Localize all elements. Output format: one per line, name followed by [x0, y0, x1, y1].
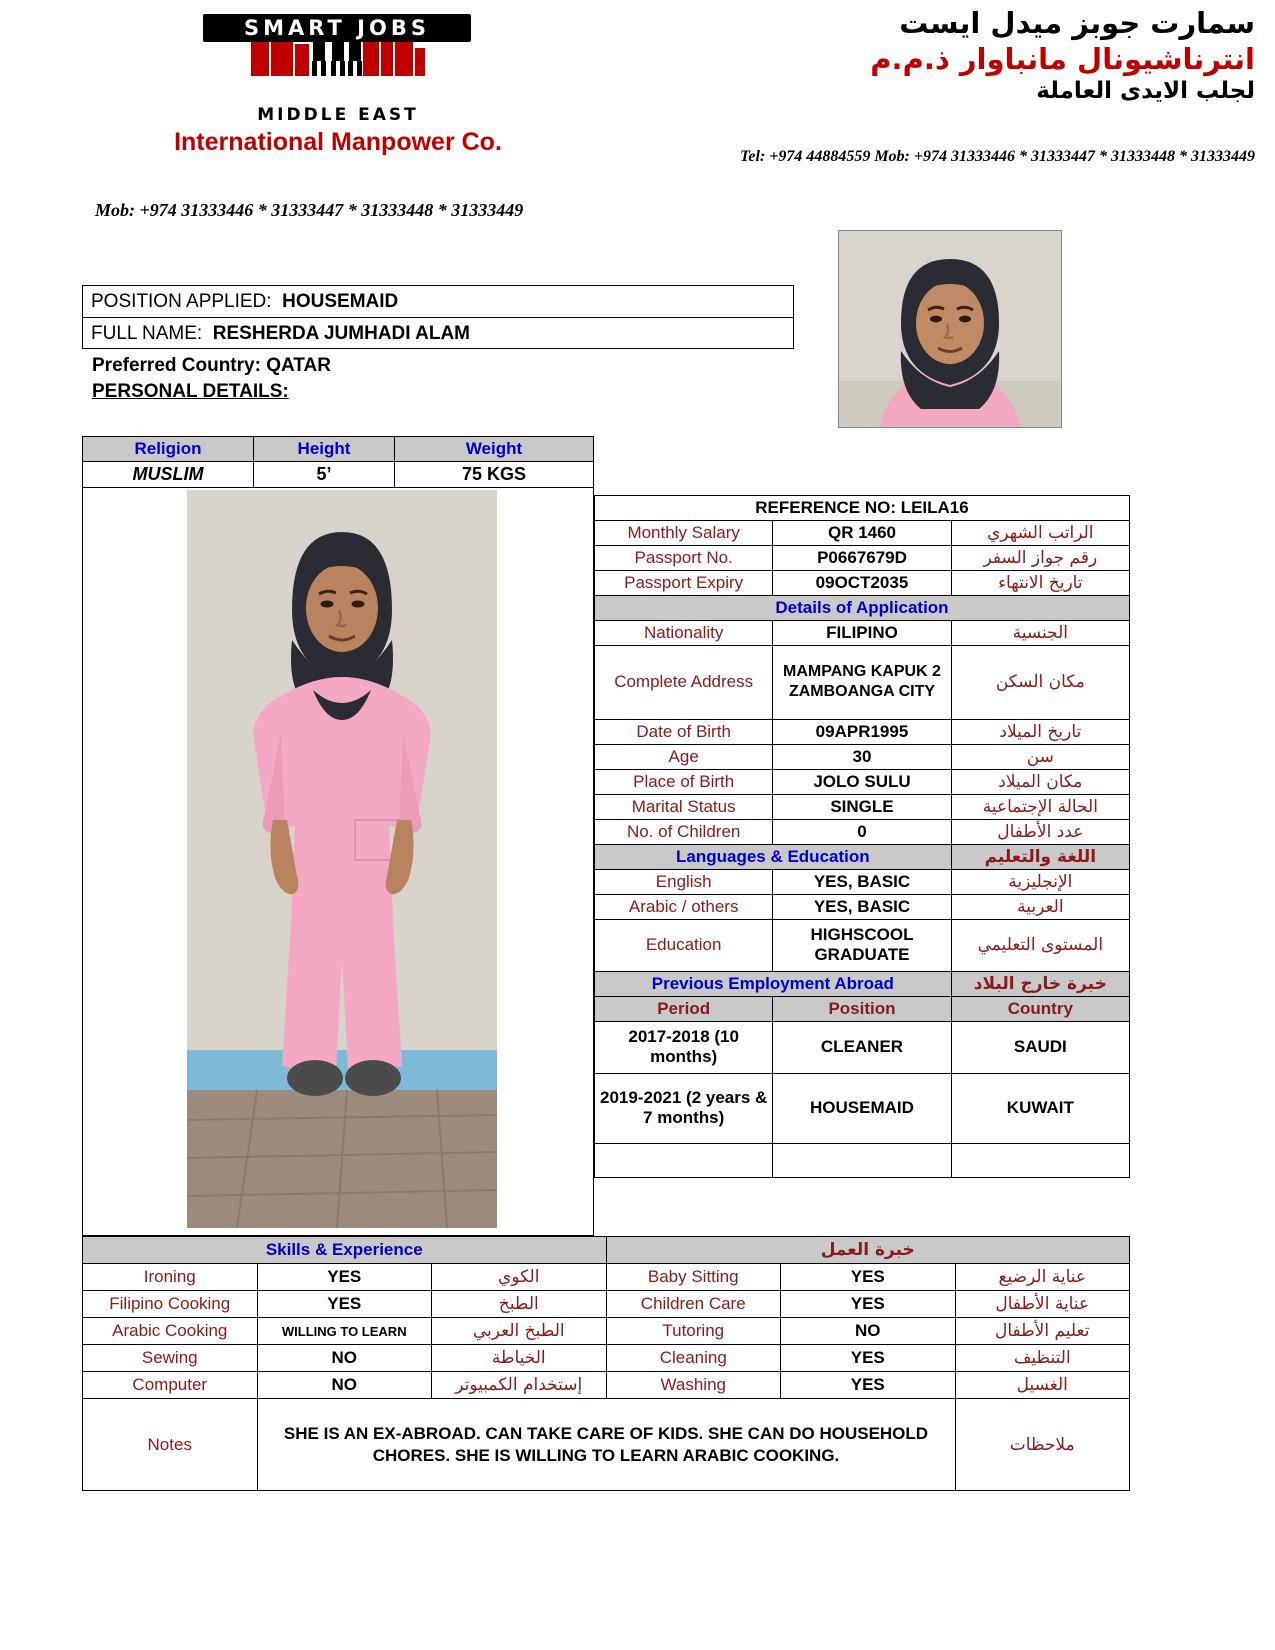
dob-row	[595, 719, 1130, 744]
employment-row-1	[595, 1021, 1130, 1073]
skills-table	[82, 1236, 1130, 1491]
skill-arabic-washing: الغسيل	[955, 1372, 1130, 1399]
arabic-arabic: العربية	[951, 894, 1129, 919]
monthly-salary-value: QR 1460	[773, 520, 951, 545]
skill-arabic-cleaning: التنظيف	[955, 1345, 1130, 1372]
previous-section-row	[595, 971, 1130, 996]
skill-row-sewing	[83, 1345, 1130, 1372]
logo-skyline-icon	[203, 14, 473, 104]
employment-row-2	[595, 1073, 1130, 1143]
right-column	[594, 436, 1130, 1236]
details-table	[594, 495, 1130, 1178]
passport-expiry-label: Passport Expiry	[595, 570, 773, 595]
passport-no-value: P0667679D	[773, 545, 951, 570]
contact-telephone-line: Tel: +974 44884559 Mob: +974 31333446 * 31333447 * 31333448 * 31333449	[740, 148, 1255, 165]
height-header: Height	[254, 437, 395, 462]
reference-row	[595, 495, 1130, 520]
arabic-company-line2: انترناشيونال مانباوار ذ.م.م	[870, 42, 1255, 76]
nationality-row	[595, 620, 1130, 645]
arabic-letterhead	[595, 6, 1255, 104]
notes-text: SHE IS AN EX-ABROAD. CAN TAKE CARE OF KIDS. SHE CAN DO HOUSEHOLD CHORES. SHE IS WILLING TO LEARN ARABIC COOKING.	[257, 1399, 955, 1491]
notes-arabic: ملاحظات	[955, 1399, 1130, 1491]
skill-value-computer: NO	[257, 1372, 432, 1399]
skill-value-sewing: NO	[257, 1345, 432, 1372]
preferred-country: Preferred Country: QATAR	[92, 355, 331, 376]
skill-arabic-computer: إستخدام الكمبيوتر	[432, 1372, 607, 1399]
bio-value-row	[83, 462, 594, 488]
place-of-birth-value: JOLO SULU	[773, 769, 951, 794]
education-arabic: المستوى التعليمي	[951, 919, 1129, 971]
employment-row-3	[595, 1143, 1130, 1177]
reference-number: REFERENCE NO: LEILA16	[595, 495, 1130, 520]
marital-status-row	[595, 794, 1130, 819]
languages-section-arabic: اللغة والتعليم	[951, 844, 1129, 869]
age-value: 30	[773, 744, 951, 769]
arabic-value: YES, BASIC	[773, 894, 951, 919]
employment-position-3	[773, 1143, 951, 1177]
skill-value-babysitting: YES	[781, 1264, 956, 1291]
passport-no-row	[595, 545, 1130, 570]
skill-arabic-tutoring: تعليم الأطفال	[955, 1318, 1130, 1345]
skill-label-washing: Washing	[606, 1372, 781, 1399]
arabic-company-line1: سمارت جوبز ميدل ايست	[899, 6, 1255, 40]
monthly-salary-label: Monthly Salary	[595, 520, 773, 545]
dob-label: Date of Birth	[595, 719, 773, 744]
logo-smart-jobs: SMART JOBS	[244, 16, 430, 40]
skill-row-ironing	[83, 1264, 1130, 1291]
skill-arabic-ironing: الكوي	[432, 1264, 607, 1291]
weight-header: Weight	[395, 437, 594, 462]
children-value: 0	[773, 819, 951, 844]
marital-status-arabic: الحالة الإجتماعية	[951, 794, 1129, 819]
skill-label-tutoring: Tutoring	[606, 1318, 781, 1345]
skill-value-tutoring: NO	[781, 1318, 956, 1345]
skill-value-arabic-cooking: WILLING TO LEARN	[257, 1318, 432, 1345]
logo-company-name: International Manpower Co.	[174, 128, 502, 156]
skill-label-children-care: Children Care	[606, 1291, 781, 1318]
age-label: Age	[595, 744, 773, 769]
employment-country-3	[951, 1143, 1129, 1177]
country-header: Country	[951, 996, 1129, 1021]
skill-arabic-babysitting: عناية الرضيع	[955, 1264, 1130, 1291]
address-row	[595, 645, 1130, 719]
letterhead	[0, 0, 1275, 180]
skill-label-ironing: Ironing	[83, 1264, 258, 1291]
employment-period-3	[595, 1143, 773, 1177]
notes-label: Notes	[83, 1399, 258, 1491]
full-name-row	[82, 317, 794, 349]
skill-arabic-children-care: عناية الأطفال	[955, 1291, 1130, 1318]
full-body-photo-cell	[83, 488, 594, 1236]
height-value: 5’	[254, 462, 395, 488]
skill-arabic-sewing: الخياطة	[432, 1345, 607, 1372]
skill-label-cleaning: Cleaning	[606, 1345, 781, 1372]
skill-arabic-arabic-cooking: الطبخ العربي	[432, 1318, 607, 1345]
logo-middle-east: MIDDLE EAST	[257, 105, 419, 125]
full-body-photo-row	[83, 488, 594, 1236]
previous-section-title: Previous Employment Abroad	[595, 971, 952, 996]
skill-value-ironing: YES	[257, 1264, 432, 1291]
monthly-salary-arabic: الراتب الشهري	[951, 520, 1129, 545]
skill-label-arabic-cooking: Arabic Cooking	[83, 1318, 258, 1345]
address-arabic: مكان السكن	[951, 645, 1129, 719]
children-label: No. of Children	[595, 819, 773, 844]
arabic-label: Arabic / others	[595, 894, 773, 919]
skill-label-babysitting: Baby Sitting	[606, 1264, 781, 1291]
full-body-photo	[87, 490, 589, 1233]
period-header: Period	[595, 996, 773, 1021]
skill-label-computer: Computer	[83, 1372, 258, 1399]
company-logo	[148, 12, 528, 157]
nationality-label: Nationality	[595, 620, 773, 645]
logo-name-bar	[203, 14, 471, 42]
marital-status-value: SINGLE	[773, 794, 951, 819]
bio-table	[82, 436, 594, 1236]
skill-value-filipino-cooking: YES	[257, 1291, 432, 1318]
passport-expiry-value: 09OCT2035	[773, 570, 951, 595]
skill-value-cleaning: YES	[781, 1345, 956, 1372]
employment-period-1: 2017-2018 (10 months)	[595, 1021, 773, 1073]
education-label: Education	[595, 919, 773, 971]
passport-no-label: Passport No.	[595, 545, 773, 570]
religion-value: MUSLIM	[83, 462, 254, 488]
personal-details-heading: PERSONAL DETAILS:	[92, 381, 289, 402]
applicant-portrait-photo	[838, 230, 1062, 428]
dob-arabic: تاريخ الميلاد	[951, 719, 1129, 744]
passport-expiry-arabic: تاريخ الانتهاء	[951, 570, 1129, 595]
position-applied-row	[82, 285, 794, 317]
skill-value-children-care: YES	[781, 1291, 956, 1318]
application-header-box	[82, 285, 794, 349]
application-section-row	[595, 595, 1130, 620]
skills-section-title: Skills & Experience	[83, 1237, 607, 1264]
skill-arabic-filipino-cooking: الطبخ	[432, 1291, 607, 1318]
place-of-birth-label: Place of Birth	[595, 769, 773, 794]
profile-table	[82, 436, 1130, 1236]
skill-value-washing: YES	[781, 1372, 956, 1399]
passport-no-arabic: رقم جواز السفر	[951, 545, 1129, 570]
skill-label-sewing: Sewing	[83, 1345, 258, 1372]
employment-header-row	[595, 996, 1130, 1021]
address-label: Complete Address	[595, 645, 773, 719]
skill-row-computer	[83, 1372, 1130, 1399]
position-applied-value: HOUSEMAID	[282, 291, 399, 312]
employment-period-2: 2019-2021 (2 years & 7 months)	[595, 1073, 773, 1143]
religion-header: Religion	[83, 437, 254, 462]
previous-section-arabic: خبرة خارج البلاد	[951, 971, 1129, 996]
left-column	[82, 436, 594, 1236]
skill-row-arabic-cooking	[83, 1318, 1130, 1345]
english-arabic: الإنجليزية	[951, 869, 1129, 894]
portrait-illustration	[839, 231, 1061, 427]
place-of-birth-row	[595, 769, 1130, 794]
english-row	[595, 869, 1130, 894]
arabic-company-line3: لجلب الايدى العاملة	[1036, 78, 1255, 104]
weight-value: 75 KGS	[395, 462, 594, 488]
english-value: YES, BASIC	[773, 869, 951, 894]
education-row	[595, 919, 1130, 971]
skills-section-arabic: خبرة العمل	[606, 1237, 1130, 1264]
position-header: Position	[773, 996, 951, 1021]
skills-section-row	[83, 1237, 1130, 1264]
marital-status-label: Marital Status	[595, 794, 773, 819]
arabic-row	[595, 894, 1130, 919]
application-section-title: Details of Application	[595, 595, 1130, 620]
passport-expiry-row	[595, 570, 1130, 595]
address-value: MAMPANG KAPUK 2 ZAMBOANGA CITY	[773, 645, 951, 719]
skill-row-filipino-cooking	[83, 1291, 1130, 1318]
employment-position-2: HOUSEMAID	[773, 1073, 951, 1143]
full-name-label: FULL NAME:	[91, 323, 203, 344]
languages-section-title: Languages & Education	[595, 844, 952, 869]
children-arabic: عدد الأطفال	[951, 819, 1129, 844]
main-content	[82, 436, 1130, 1491]
age-arabic: سن	[951, 744, 1129, 769]
education-value: HIGHSCOOL GRADUATE	[773, 919, 951, 971]
children-row	[595, 819, 1130, 844]
dob-value: 09APR1995	[773, 719, 951, 744]
nationality-arabic: الجنسية	[951, 620, 1129, 645]
place-of-birth-arabic: مكان الميلاد	[951, 769, 1129, 794]
position-applied-label: POSITION APPLIED:	[91, 291, 272, 312]
monthly-salary-row	[595, 520, 1130, 545]
employment-country-1: SAUDI	[951, 1021, 1129, 1073]
skill-label-filipino-cooking: Filipino Cooking	[83, 1291, 258, 1318]
full-name-value: RESHERDA JUMHADI ALAM	[212, 323, 470, 344]
notes-row	[83, 1399, 1130, 1491]
employment-position-1: CLEANER	[773, 1021, 951, 1073]
contact-mobile-line: Mob: +974 31333446 * 31333447 * 31333448 * 31333449	[95, 200, 524, 220]
age-row	[595, 744, 1130, 769]
employment-country-2: KUWAIT	[951, 1073, 1129, 1143]
nationality-value: FILIPINO	[773, 620, 951, 645]
bio-header-row	[83, 437, 594, 462]
languages-section-row	[595, 844, 1130, 869]
english-label: English	[595, 869, 773, 894]
full-body-illustration	[87, 490, 589, 1228]
